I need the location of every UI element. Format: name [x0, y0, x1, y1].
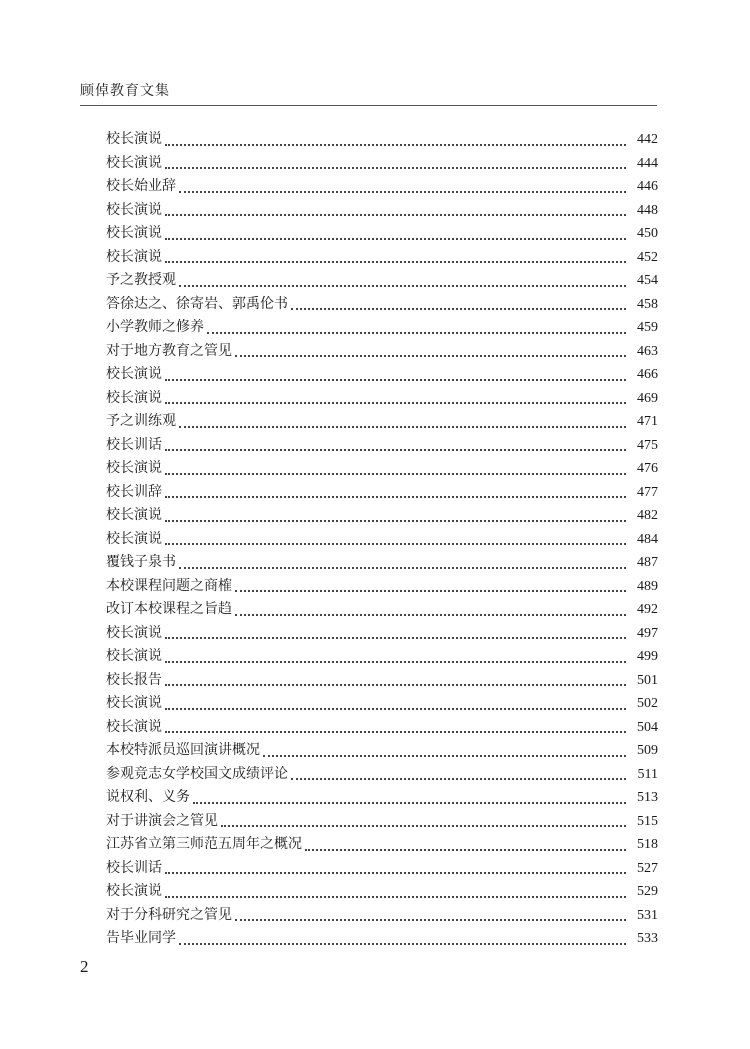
dot-leader — [305, 849, 626, 851]
toc-entry-title: 校长演说 — [106, 201, 162, 218]
toc-entry-page: 482 — [637, 508, 658, 523]
toc-entry-page: 531 — [637, 907, 658, 923]
dot-leader — [221, 825, 626, 827]
toc-entry-page: 529 — [637, 884, 658, 899]
dot-leader — [165, 214, 626, 216]
toc-entry — [106, 575, 658, 599]
toc-entry-title: 校长演说 — [106, 248, 162, 265]
toc-entry — [106, 927, 658, 951]
toc-entry — [106, 692, 658, 716]
toc-entry — [106, 833, 658, 857]
toc-entry — [106, 857, 658, 881]
toc-entry-title: 校长演说 — [106, 695, 162, 711]
toc-entry-title: 告毕业同学 — [106, 930, 176, 946]
toc-entry-title: 覆钱子泉书 — [106, 554, 176, 570]
toc-entry — [106, 481, 658, 505]
dot-leader — [165, 261, 626, 263]
toc-entry — [106, 434, 658, 458]
toc-entry — [106, 904, 658, 928]
toc-entry-page: 511 — [637, 766, 658, 782]
toc-entry — [106, 269, 658, 293]
toc-entry-title: 对于地方教育之管见 — [106, 342, 232, 359]
toc-entry-title: 校长训话 — [106, 436, 162, 453]
dot-leader — [165, 872, 626, 874]
dot-leader — [165, 661, 626, 663]
toc-entry-title: 校长报告 — [106, 671, 162, 688]
toc-entry-title: 校长演说 — [106, 154, 162, 171]
dot-leader — [165, 167, 626, 169]
toc-entry-page: 446 — [637, 179, 658, 194]
toc-entry-title: 校长演说 — [106, 131, 162, 147]
dot-leader — [165, 496, 626, 498]
dot-leader — [193, 802, 626, 804]
toc-entry — [106, 246, 658, 270]
toc-entry-page: 442 — [637, 132, 658, 147]
toc-entry-title: 校长演说 — [106, 530, 162, 547]
table-of-contents — [106, 128, 658, 951]
toc-entry-title: 江苏省立第三师范五周年之概况 — [106, 836, 302, 852]
toc-entry-page: 448 — [637, 202, 658, 218]
dot-leader — [165, 144, 626, 146]
dot-leader — [165, 473, 626, 475]
toc-entry-title: 校长演说 — [106, 460, 162, 476]
dot-leader — [179, 426, 626, 428]
toc-entry-title: 校长演说 — [106, 507, 162, 523]
dot-leader — [179, 943, 626, 945]
toc-entry — [106, 504, 658, 528]
dot-leader — [235, 614, 626, 616]
toc-entry — [106, 551, 658, 575]
dot-leader — [235, 919, 626, 921]
toc-entry-title: 校长演说 — [106, 718, 162, 735]
toc-entry-title: 答徐达之、徐寄岩、郭禹伦书 — [106, 295, 288, 312]
toc-entry — [106, 316, 658, 340]
toc-entry-page: 527 — [637, 860, 658, 876]
toc-entry-page: 463 — [637, 343, 658, 359]
toc-entry-title: 说权利、义务 — [106, 789, 190, 805]
toc-entry-page: 484 — [637, 531, 658, 547]
header-rule — [80, 105, 657, 106]
toc-entry-title: 对于分科研究之管见 — [106, 906, 232, 923]
dot-leader — [165, 449, 626, 451]
toc-entry-page: 499 — [637, 649, 658, 664]
toc-entry-page: 466 — [637, 367, 658, 382]
dot-leader — [291, 778, 626, 780]
toc-entry-page: 515 — [637, 813, 658, 829]
toc-entry-page: 444 — [637, 155, 658, 171]
dot-leader — [165, 379, 626, 381]
toc-entry-page: 476 — [637, 461, 658, 476]
toc-entry-page: 497 — [637, 625, 658, 641]
toc-entry-title: 予之教授观 — [106, 272, 176, 288]
dot-leader — [165, 238, 626, 240]
toc-entry — [106, 387, 658, 411]
toc-entry — [106, 810, 658, 834]
toc-entry-page: 504 — [637, 719, 658, 735]
toc-entry-page: 501 — [637, 672, 658, 688]
toc-entry-title: 校长演说 — [106, 883, 162, 899]
toc-entry-page: 489 — [637, 578, 658, 594]
dot-leader — [179, 567, 626, 569]
dot-leader — [291, 308, 626, 310]
toc-entry-page: 471 — [637, 414, 658, 429]
dot-leader — [165, 731, 626, 733]
toc-entry-title: 本校课程问题之商榷 — [106, 577, 232, 594]
toc-entry-page: 477 — [637, 484, 658, 500]
toc-entry-page: 454 — [637, 273, 658, 288]
toc-entry-title: 予之训练观 — [106, 413, 176, 429]
dot-leader — [179, 191, 626, 193]
toc-entry — [106, 763, 658, 787]
dot-leader — [165, 684, 626, 686]
toc-entry-page: 518 — [637, 837, 658, 852]
dot-leader — [179, 285, 626, 287]
toc-entry-page: 452 — [637, 249, 658, 265]
toc-entry-title: 校长演说 — [106, 624, 162, 641]
toc-entry — [106, 598, 658, 622]
toc-entry — [106, 175, 658, 199]
toc-entry — [106, 340, 658, 364]
dot-leader — [263, 755, 626, 757]
toc-entry-title: 校长演说 — [106, 389, 162, 406]
toc-entry-title: 校长训辞 — [106, 483, 162, 500]
dot-leader — [235, 590, 626, 592]
dot-leader — [165, 896, 626, 898]
dot-leader — [207, 332, 626, 334]
toc-entry-title: 校长演说 — [106, 225, 162, 241]
dot-leader — [165, 543, 626, 545]
toc-entry-page: 459 — [637, 320, 658, 335]
dot-leader — [165, 402, 626, 404]
toc-entry — [106, 128, 658, 152]
page-number: 2 — [80, 957, 89, 976]
toc-entry-title: 小学教师之修养 — [106, 319, 204, 335]
toc-entry — [106, 528, 658, 552]
toc-entry — [106, 457, 658, 481]
toc-entry-page: 492 — [637, 602, 658, 617]
toc-entry-page: 450 — [637, 226, 658, 241]
toc-entry-page: 509 — [637, 743, 658, 758]
toc-entry — [106, 880, 658, 904]
toc-entry — [106, 669, 658, 693]
toc-entry — [106, 645, 658, 669]
toc-entry — [106, 739, 658, 763]
toc-entry-page: 513 — [637, 790, 658, 805]
toc-entry — [106, 199, 658, 223]
toc-entry-page: 502 — [637, 696, 658, 711]
toc-entry-title: 改订本校课程之旨趋 — [106, 601, 232, 617]
dot-leader — [235, 355, 626, 357]
toc-entry — [106, 716, 658, 740]
running-header: 顾倬教育文集 — [80, 83, 170, 99]
toc-entry — [106, 786, 658, 810]
toc-entry — [106, 152, 658, 176]
toc-entry-title: 对于讲演会之管见 — [106, 812, 218, 829]
dot-leader — [165, 708, 626, 710]
toc-entry-page: 487 — [637, 555, 658, 570]
toc-entry — [106, 410, 658, 434]
toc-entry-title: 本校特派员巡回演讲概况 — [106, 742, 260, 758]
toc-entry-title: 校长训话 — [106, 859, 162, 876]
toc-entry-page: 533 — [637, 931, 658, 946]
toc-entry-title: 校长始业辞 — [106, 178, 176, 194]
toc-entry-page: 475 — [637, 437, 658, 453]
toc-entry-page: 458 — [637, 296, 658, 312]
toc-entry — [106, 222, 658, 246]
toc-entry-title: 校长演说 — [106, 366, 162, 382]
toc-entry — [106, 363, 658, 387]
toc-entry-title: 校长演说 — [106, 648, 162, 664]
toc-entry-title: 参观竞志女学校国文成绩评论 — [106, 765, 288, 782]
toc-entry — [106, 293, 658, 317]
dot-leader — [165, 520, 626, 522]
dot-leader — [165, 637, 626, 639]
toc-entry-page: 469 — [637, 390, 658, 406]
toc-entry — [106, 622, 658, 646]
